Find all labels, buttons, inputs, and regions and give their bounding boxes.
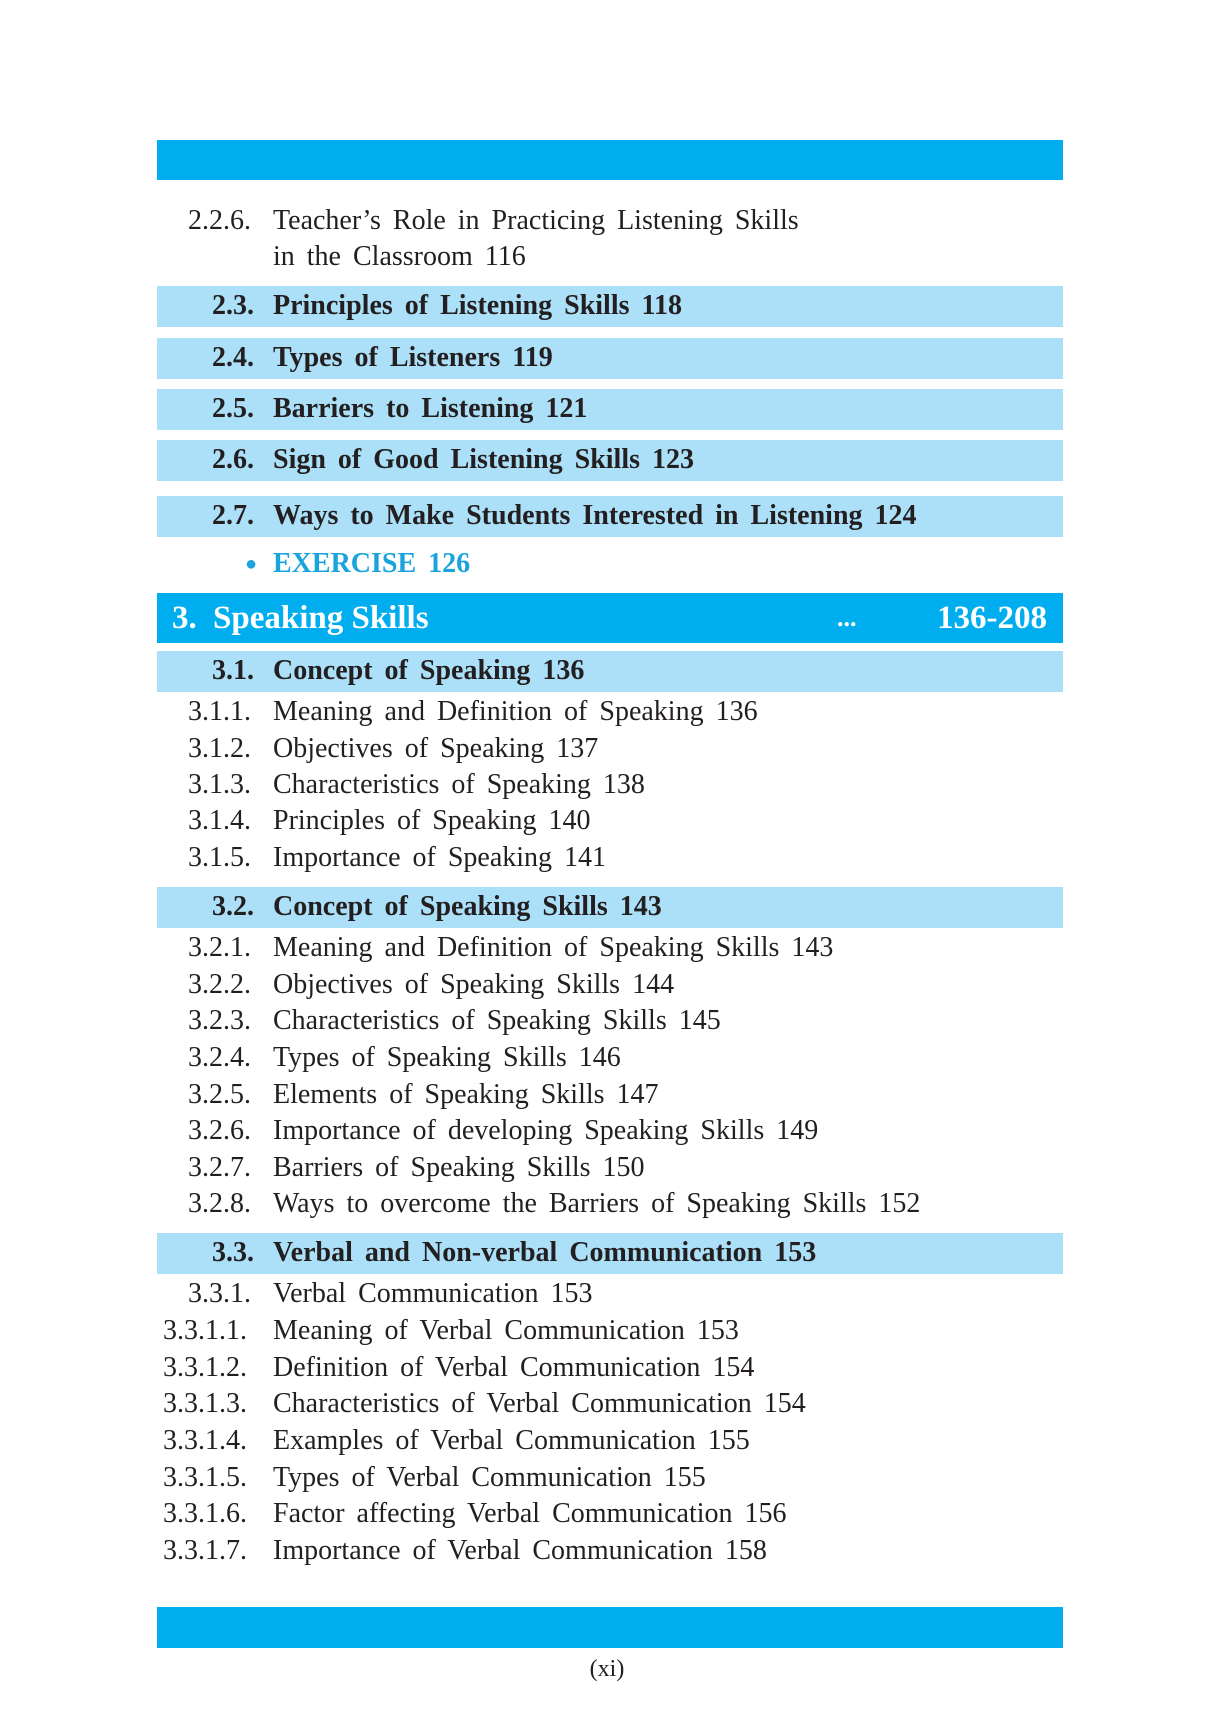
entry-title: Importance of developing Speaking Skills 149 <box>273 1115 819 1146</box>
entry-number: 2.2.6. <box>188 205 251 236</box>
entry-number: 3.1.5. <box>188 842 251 873</box>
entry-title: Objectives of Speaking 137 <box>273 733 599 764</box>
entry-title: Characteristics of Verbal Communication 154 <box>273 1388 806 1419</box>
entry-title: Ways to overcome the Barriers of Speaking Skills 152 <box>273 1188 921 1219</box>
entry-title: Importance of Verbal Communication 158 <box>273 1535 767 1566</box>
entry-title: Concept of Speaking 136 <box>273 655 585 686</box>
entry-number: 2.6. <box>212 444 254 475</box>
entry-title: Sign of Good Listening Skills 123 <box>273 444 695 475</box>
entry-number: 3.3.1.5. <box>163 1462 247 1493</box>
entry-number: 2.4. <box>212 342 254 373</box>
entry-number: 3.3.1.2. <box>163 1352 247 1383</box>
entry-number: 3.3.1.1. <box>163 1315 247 1346</box>
entry-number: 3.3.1.3. <box>163 1388 247 1419</box>
chapter-heading <box>157 593 1063 643</box>
entry-number: 3.2.2. <box>188 969 251 1000</box>
entry-number: 3.2.5. <box>188 1079 251 1110</box>
entry-number: 3.3.1.7. <box>163 1535 247 1566</box>
entry-title: Teacher’s Role in Practicing Listening Skills <box>273 205 799 236</box>
entry-number: 3.3.1.4. <box>163 1425 247 1456</box>
entry-number: 3.2.8. <box>188 1188 251 1219</box>
page-number: (xi) <box>589 1656 625 1682</box>
entry-title: Barriers of Speaking Skills 150 <box>273 1152 645 1183</box>
chapter-number: 3. <box>172 600 197 636</box>
entry-number: 3.2.1. <box>188 932 251 963</box>
entry-title: Factor affecting Verbal Communication 156 <box>273 1498 787 1529</box>
entry-number: 3.2.4. <box>188 1042 251 1073</box>
entry-number: 2.7. <box>212 500 254 531</box>
top-accent-bar <box>157 140 1063 180</box>
entry-number: 3.3.1.6. <box>163 1498 247 1529</box>
entry-number: 2.5. <box>212 393 254 424</box>
entry-title: Principles of Speaking 140 <box>273 805 591 836</box>
entry-title: Types of Listeners 119 <box>273 342 553 373</box>
entry-title: in the Classroom 116 <box>273 241 526 272</box>
entry-title: Concept of Speaking Skills 143 <box>273 891 662 922</box>
entry-title: Characteristics of Speaking Skills 145 <box>273 1005 721 1036</box>
entry-number: 3.1.2. <box>188 733 251 764</box>
entry-title: Meaning and Definition of Speaking Skills 143 <box>273 932 834 963</box>
entry-title: Meaning of Verbal Communication 153 <box>273 1315 739 1346</box>
entry-number: 3.1. <box>212 655 254 686</box>
entry-number: 3.1.4. <box>188 805 251 836</box>
bullet-icon: ● <box>245 553 258 575</box>
entry-number: 3.2.6. <box>188 1115 251 1146</box>
entry-title: Barriers to Listening 121 <box>273 393 588 424</box>
entry-title: Types of Verbal Communication 155 <box>273 1462 706 1493</box>
chapter-page-range: 136-208 <box>937 600 1047 636</box>
entry-title: Verbal and Non-verbal Communication 153 <box>273 1237 817 1268</box>
entry-title: EXERCISE 126 <box>273 548 471 579</box>
bottom-accent-bar <box>157 1607 1063 1648</box>
entry-title: Ways to Make Students Interested in Listening 124 <box>273 500 917 531</box>
entry-number: 3.1.3. <box>188 769 251 800</box>
entry-number: 3.3. <box>212 1237 254 1268</box>
entry-number: 3.2.7. <box>188 1152 251 1183</box>
entry-number: 3.3.1. <box>188 1278 251 1309</box>
chapter-leader-dots: ... <box>837 603 857 632</box>
entry-title: Types of Speaking Skills 146 <box>273 1042 621 1073</box>
entry-title: Importance of Speaking 141 <box>273 842 607 873</box>
entry-title: Elements of Speaking Skills 147 <box>273 1079 659 1110</box>
entry-number: 3.1.1. <box>188 696 251 727</box>
chapter-title: Speaking Skills <box>213 600 429 636</box>
entry-number: 3.2. <box>212 891 254 922</box>
entry-number: 3.2.3. <box>188 1005 251 1036</box>
entry-title: Principles of Listening Skills 118 <box>273 290 682 321</box>
entry-title: Verbal Communication 153 <box>273 1278 593 1309</box>
entry-title: Definition of Verbal Communication 154 <box>273 1352 755 1383</box>
entry-title: Meaning and Definition of Speaking 136 <box>273 696 758 727</box>
entry-title: Objectives of Speaking Skills 144 <box>273 969 675 1000</box>
entry-title: Characteristics of Speaking 138 <box>273 769 645 800</box>
entry-number: 2.3. <box>212 290 254 321</box>
entry-title: Examples of Verbal Communication 155 <box>273 1425 750 1456</box>
